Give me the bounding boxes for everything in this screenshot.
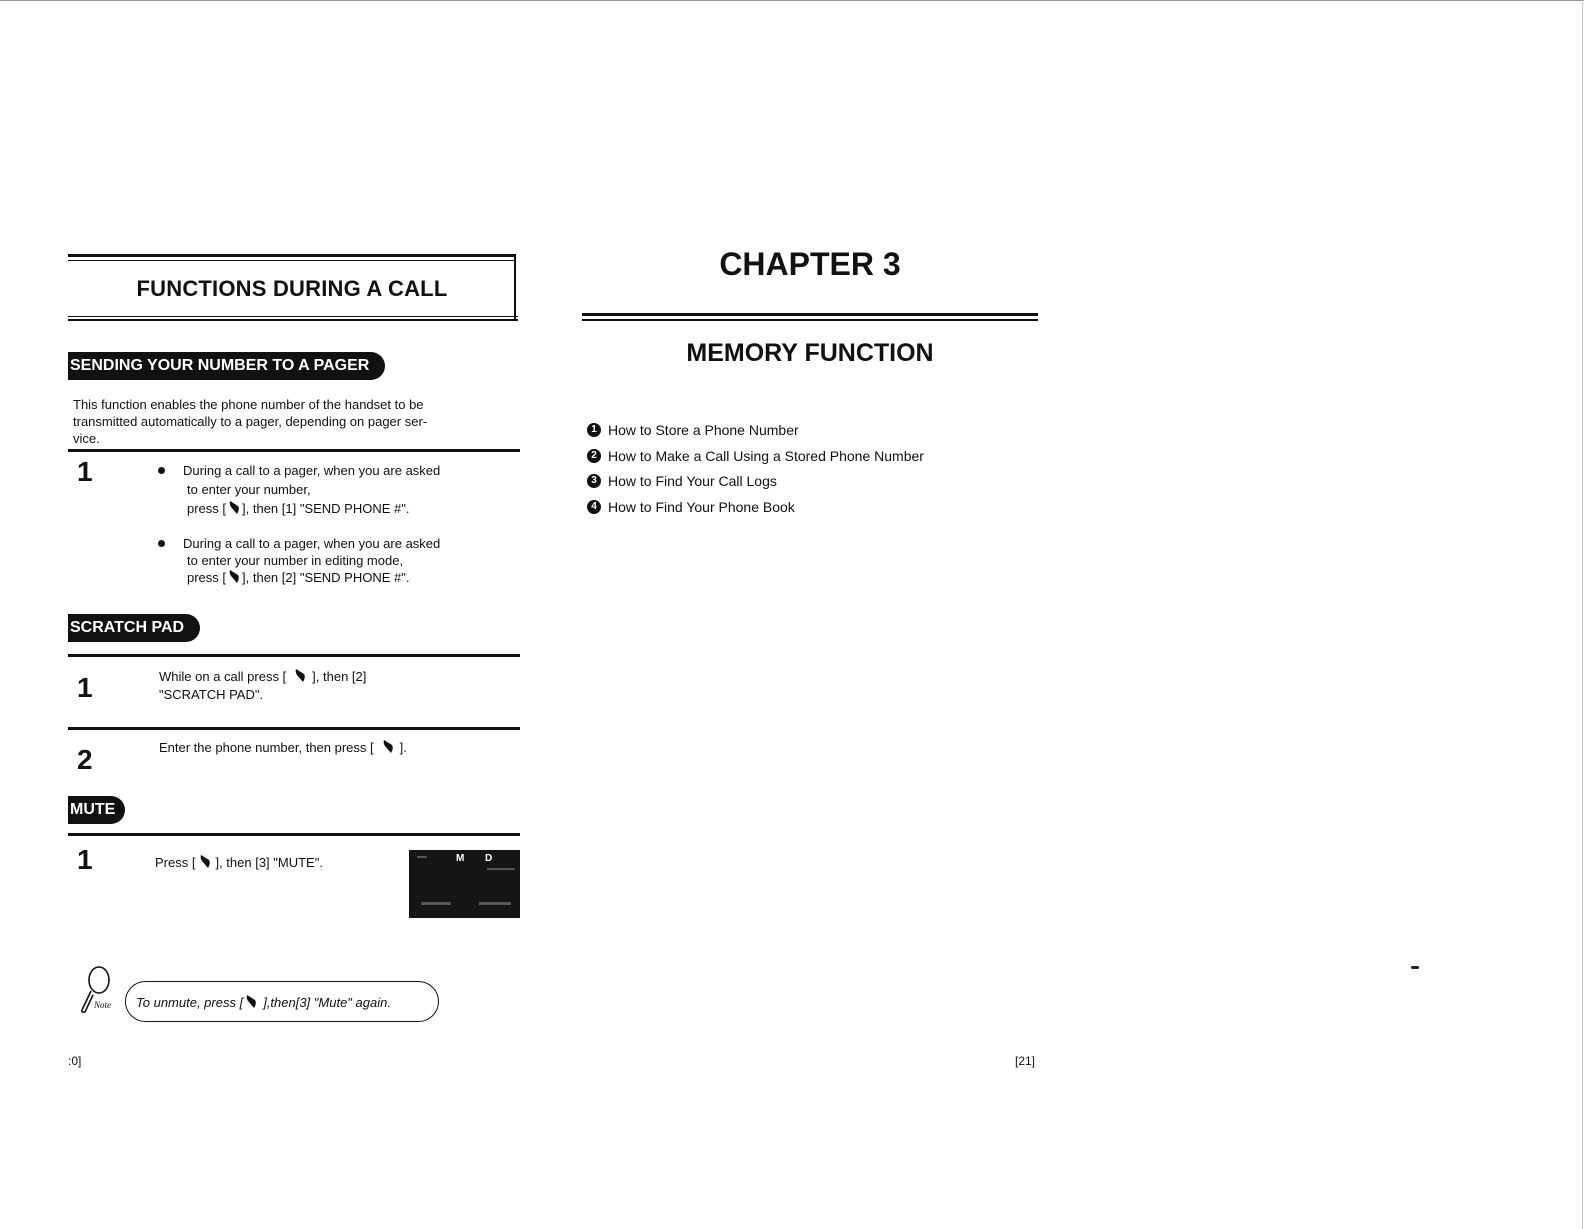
chapter-title: CHAPTER 3	[719, 246, 901, 282]
section-header-box	[68, 254, 516, 318]
bullet-line: During a call to a pager, when you are asked	[183, 463, 441, 478]
bullet-item	[158, 461, 518, 521]
bullet-line	[183, 568, 503, 587]
press-rest: ], then [1] "SEND PHONE #".	[242, 501, 410, 516]
step-text-post: ], then [2]	[312, 669, 367, 684]
menu-key-icon	[228, 500, 240, 516]
lcd-noise	[487, 868, 515, 870]
header-rule-bottom	[68, 319, 518, 321]
number-badge-icon: 1	[587, 423, 601, 437]
memory-function-title: MEMORY FUNCTION	[686, 339, 934, 367]
step-line: "SCRATCH PAD".	[159, 687, 264, 702]
step-number: 1	[77, 456, 93, 487]
mute-heading: MUTE	[68, 796, 125, 824]
list-item-label: How to Find Your Call Logs	[608, 473, 777, 490]
step-line	[159, 668, 489, 686]
page-number-left: :0]	[68, 1054, 82, 1068]
list-item-label: How to Make a Call Using a Stored Phone Number	[608, 447, 924, 464]
page-number-right: [21]	[1015, 1054, 1036, 1068]
note-text-pre: To unmute, press [	[136, 995, 244, 1010]
sending-intro	[73, 396, 503, 447]
header-rule-top	[68, 254, 516, 257]
lcd-digital-indicator: D	[485, 853, 493, 864]
step-text	[155, 854, 395, 872]
press-text: press [	[187, 570, 227, 585]
number-badge-icon: 4	[587, 500, 601, 514]
step-text-pre: While on a call press [	[159, 669, 287, 684]
sending-heading: SENDING YOUR NUMBER TO A PAGER	[68, 352, 385, 380]
note-text-post: ],then[3] "Mute" again.	[263, 995, 391, 1010]
step-number: 1	[77, 844, 93, 875]
bullet-line	[183, 499, 503, 518]
number-badge-icon: 2	[587, 449, 601, 463]
scan-speck	[1411, 966, 1419, 969]
lcd-mute-indicator: M	[456, 853, 465, 864]
number-badge-icon: 3	[587, 474, 601, 488]
bullet-dot-icon	[158, 467, 165, 474]
menu-key-icon	[382, 739, 394, 755]
step-number: 1	[77, 672, 93, 703]
step-text-post: ].	[399, 740, 407, 755]
scratch-heading: SCRATCH PAD	[68, 614, 200, 642]
bullet-line: to enter your number in editing mode,	[187, 553, 404, 568]
note-box	[125, 981, 439, 1022]
intro-line: transmitted automatically to a pager, depending on pager ser-	[73, 414, 428, 429]
lcd-noise	[417, 856, 427, 858]
scan-right-edge	[1582, 0, 1583, 1229]
header-rule-bottom-thin	[68, 316, 518, 317]
intro-line: This function enables the phone number of the handset to be	[73, 397, 424, 412]
step-divider	[68, 654, 520, 657]
menu-key-icon	[228, 569, 240, 585]
chapter-rule-thin	[582, 319, 1038, 321]
bullet-line: During a call to a pager, when you are asked	[183, 536, 441, 551]
step-divider	[68, 833, 520, 836]
menu-key-icon	[294, 668, 306, 684]
section-title: FUNCTIONS DURING A CALL	[136, 276, 448, 301]
lcd-noise	[421, 902, 451, 905]
scan-top-edge	[0, 0, 1584, 1]
note-magnifier-icon	[77, 965, 119, 1015]
phone-display-image	[409, 850, 520, 918]
press-rest: ], then [2] "SEND PHONE #".	[242, 570, 410, 585]
step-divider	[68, 449, 520, 452]
menu-key-icon	[199, 854, 211, 870]
header-rule-top-thin	[68, 260, 516, 261]
step-text	[159, 668, 489, 704]
step-text-post: ], then [3] "MUTE".	[215, 855, 323, 870]
bullet-dot-icon	[158, 540, 165, 547]
step-text	[159, 739, 499, 757]
intro-line: vice.	[73, 431, 100, 446]
bullet-text	[183, 534, 503, 587]
step-text-pre: Enter the phone number, then press [	[159, 740, 374, 755]
step-number: 2	[77, 744, 93, 775]
lcd-noise	[479, 902, 511, 905]
bullet-text	[183, 461, 503, 518]
step-divider	[68, 727, 520, 730]
bullet-item	[158, 534, 518, 594]
step-text-pre: Press [	[155, 855, 196, 870]
press-text: press [	[187, 501, 227, 516]
menu-key-icon	[245, 994, 257, 1010]
bullet-line: to enter your number,	[187, 482, 311, 497]
note-label: Note	[94, 1000, 111, 1010]
list-item-label: How to Find Your Phone Book	[608, 499, 795, 516]
list-item-label: How to Store a Phone Number	[608, 422, 799, 438]
chapter-rule	[582, 313, 1038, 316]
